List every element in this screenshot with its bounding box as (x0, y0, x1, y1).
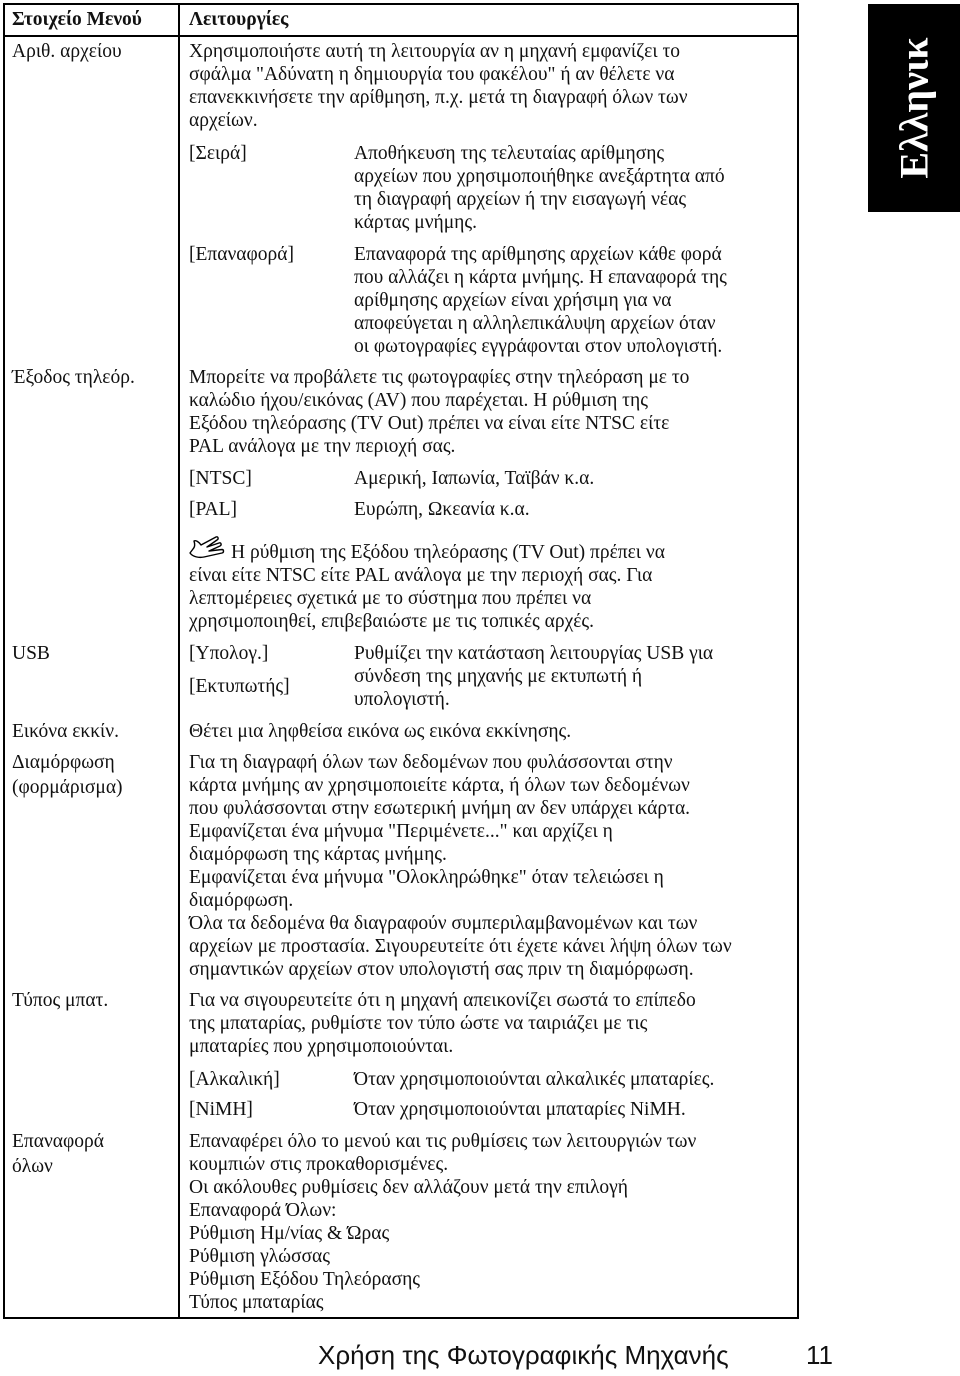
row-text: Ρύθμιση γλώσσας (189, 1246, 330, 1267)
option-name-printer: [Εκτυπωτής] (189, 676, 290, 697)
option-desc: Ρυθμίζει την κατάσταση λειτουργίας USB για (354, 643, 714, 664)
row-text: κουμπιών στις προκαθορισμένες. (189, 1154, 449, 1175)
option-name-alkaline: [Αλκαλική] (189, 1069, 280, 1090)
row-label-usb: USB (12, 643, 50, 664)
column-divider (178, 5, 180, 1317)
row-label-format-sub: (φορμάρισμα) (12, 777, 123, 798)
row-text: αρχείων. (189, 110, 258, 131)
header-divider (5, 35, 797, 37)
note-text: Η ρύθμιση της Εξόδου τηλεόρασης (TV Out) πρέπει να (231, 542, 665, 563)
note-text: λεπτομέρειες σχετικά με το σύστημα που πρέπει να (189, 588, 592, 609)
language-side-tab (868, 4, 960, 212)
row-label-battery-type: Τύπος μπατ. (12, 990, 109, 1011)
row-text: Όλα τα δεδομένα θα διαγραφούν συμπεριλαμβανομένων και των (189, 913, 698, 934)
option-name-computer: [Υπολογ.] (189, 643, 269, 664)
row-text: κάρτα μνήμης αν χρησιμοποιείτε κάρτα, ή όλων των δεδομένων (189, 775, 690, 796)
row-text: που φυλάσσονται στην εσωτερική μνήμη αν δεν υπάρχει κάρτα. (189, 798, 691, 819)
option-desc: αρχείων που χρησιμοποιήθηκε ανεξάρτητα από (354, 166, 725, 187)
row-text: της μπαταρίας, ρυθμίστε τον τύπο ώστε να ταιριάζει με τις (189, 1013, 648, 1034)
option-desc: αποφεύγεται η αλληλεπικάλυψη αρχείων όταν (354, 313, 716, 334)
row-text: Οι ακόλουθες ρυθμίσεις δεν αλλάζουν μετά την επιλογή (189, 1177, 628, 1198)
row-text: Χρησιμοποιήστε αυτή τη λειτουργία αν η μηχανή εμφανίζει το (189, 41, 681, 62)
option-desc: αρίθμησης αρχείων είναι χρήσιμη για να (354, 290, 672, 311)
option-name-reset: [Επαναφορά] (189, 244, 294, 265)
option-name-series: [Σειρά] (189, 143, 247, 164)
option-desc: Επαναφορά της αρίθμησης αρχείων κάθε φορά (354, 244, 722, 265)
option-desc: Αποθήκευση της τελευταίας αρίθμησης (354, 143, 665, 164)
note-text: χρησιμοποιηθεί, επιβεβαιώστε με τις τοπικές αρχές. (189, 611, 595, 632)
row-text: διαμόρφωση. (189, 890, 294, 911)
option-name-pal: [PAL] (189, 499, 238, 520)
row-text: μπαταρίες που χρησιμοποιούνται. (189, 1036, 454, 1057)
row-text: καλώδιο ήχου/εικόνας (AV) που παρέχεται. Η ρύθμιση της (189, 390, 648, 411)
row-text: Εμφανίζεται ένα μήνυμα "Περιμένετε..." και αρχίζει η (189, 821, 613, 842)
option-desc: κάρτας μνήμης. (354, 212, 477, 233)
option-name-ntsc: [NTSC] (189, 468, 252, 489)
row-text: Εξόδου τηλεόρασης (TV Out) πρέπει να είναι είτε NTSC είτε (189, 413, 670, 434)
row-text: σφάλμα "Αδύνατη η δημιουργία του φακέλου" ή αν θέλετε να (189, 64, 675, 85)
row-text: διαμόρφωση της κάρτας μνήμης. (189, 844, 447, 865)
header-menu-item: Στοιχείο Μενού (12, 9, 142, 30)
option-desc: τη διαγραφή αρχείων ή την εισαγωγή νέας (354, 189, 687, 210)
menu-table (3, 3, 799, 1319)
row-text: Ρύθμιση Ημ/νίας & Ώρας (189, 1223, 390, 1244)
row-text: αρχείων με προστασία. Σιγουρευτείτε ότι έχετε κάνει λήψη όλων των (189, 936, 732, 957)
option-desc: οι φωτογραφίες εγγράφονται στον υπολογιστή. (354, 336, 723, 357)
row-text: Μπορείτε να προβάλετε τις φωτογραφίες στην τηλεόραση με το (189, 367, 690, 388)
option-desc: που αλλάζει η κάρτα μνήμης. Η επαναφορά της (354, 267, 727, 288)
row-label-file-number: Αριθ. αρχείου (12, 41, 122, 62)
row-text: Για τη διαγραφή όλων των δεδομένων που φυλάσσονται στην (189, 752, 673, 773)
row-text: Τύπος μπαταρίας (189, 1292, 324, 1313)
language-tab-label: Ελληνικ (891, 37, 937, 179)
row-text: PAL ανάλογα με την περιοχή σας. (189, 436, 456, 457)
row-text: Επαναφέρει όλο το μενού και τις ρυθμίσεις των λειτουργιών των (189, 1131, 697, 1152)
note-text: είναι είτε NTSC είτε PAL ανάλογα με την περιοχή σας. Για (189, 565, 653, 586)
option-desc: Όταν χρησιμοποιούνται μπαταρίες NiMH. (354, 1099, 686, 1120)
footer-title: Χρήση της Φωτογραφικής Μηχανής (318, 1340, 729, 1370)
page-number: 11 (806, 1340, 833, 1370)
row-label-reset-all: Επαναφορά (12, 1131, 104, 1152)
row-text: Επαναφορά Όλων: (189, 1200, 337, 1221)
row-label-format: Διαμόρφωση (12, 752, 115, 773)
row-text: Ρύθμιση Εξόδου Τηλεόρασης (189, 1269, 421, 1290)
option-desc: Αμερική, Ιαπωνία, Ταϊβάν κ.α. (354, 468, 595, 489)
header-functions: Λειτουργίες (189, 9, 289, 30)
row-text: επανεκκινήσετε την αρίθμηση, π.χ. μετά τη διαγραφή όλων των (189, 87, 688, 108)
row-label-reset-all-sub: όλων (12, 1156, 53, 1177)
row-text: Θέτει μια ληφθείσα εικόνα ως εικόνα εκκίνησης. (189, 721, 572, 742)
row-text: Για να σιγουρευτείτε ότι η μηχανή απεικονίζει σωστά το επίπεδο (189, 990, 696, 1011)
row-label-startup-image: Εικόνα εκκίν. (12, 721, 119, 742)
option-desc: σύνδεση της μηχανής με εκτυπωτή ή (354, 666, 643, 687)
option-desc: Ευρώπη, Ωκεανία κ.α. (354, 499, 530, 520)
note-icon (187, 535, 225, 561)
option-desc: Όταν χρησιμοποιούνται αλκαλικές μπαταρίες. (354, 1069, 715, 1090)
row-text: Εμφανίζεται ένα μήνυμα "Ολοκληρώθηκε" όταν τελειώσει η (189, 867, 664, 888)
option-desc: υπολογιστή. (354, 689, 450, 710)
option-name-nimh: [NiMH] (189, 1099, 253, 1120)
row-label-tv-out: Έξοδος τηλεόρ. (12, 367, 135, 388)
row-text: σημαντικών αρχείων στον υπολογιστή σας πριν τη διαμόρφωση. (189, 959, 694, 980)
